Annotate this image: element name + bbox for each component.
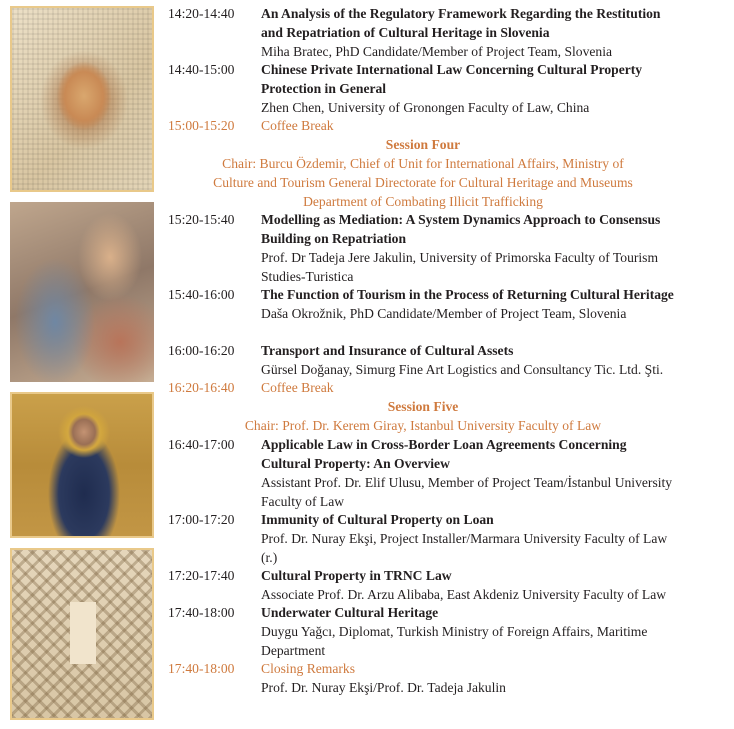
time-slot: 15:00-15:20 xyxy=(168,118,235,133)
session-chair-line: Chair: Prof. Dr. Kerem Giray, Istanbul University Faculty of Law xyxy=(244,418,602,433)
time-slot: 16:40-17:00 xyxy=(168,437,235,452)
talk-speaker: Prof. Dr Tadeja Jere Jakulin, University of Primorska Faculty of Tourism Studies-Turistica xyxy=(261,250,659,284)
time-slot: 14:20-14:40 xyxy=(168,6,235,21)
talk-title: Immunity of Cultural Property on Loan xyxy=(261,512,494,527)
geometric-tile-mosaic-image xyxy=(10,548,154,720)
coffee-break xyxy=(168,116,678,135)
talk-title: Applicable Law in Cross-Border Loan Agreements Concerning Cultural Property: An Overview xyxy=(261,437,627,471)
session-chair-line: Department of Combating Illicit Trafficking xyxy=(303,194,543,209)
time-slot: 17:00-17:20 xyxy=(168,512,235,527)
time-slot: 15:40-16:00 xyxy=(168,287,235,302)
talk-speaker: Daša Okrožnik, PhD Candidate/Member of Project Team, Slovenia xyxy=(261,306,627,321)
talk-title: The Function of Tourism in the Process of Returning Cultural Heritage xyxy=(261,287,674,302)
time-slot: 17:40-18:00 xyxy=(168,605,235,620)
schedule-item xyxy=(168,60,678,117)
talk-speaker: Duygu Yağcı, Diplomat, Turkish Ministry of Foreign Affairs, Maritime Department xyxy=(261,624,648,658)
talk-title: Modelling as Mediation: A System Dynamics Approach to Consensus Building on Repatriation xyxy=(261,212,661,246)
talk-speaker: Zhen Chen, University of Gronongen Faculty of Law, China xyxy=(261,100,590,115)
time-slot: 17:20-17:40 xyxy=(168,568,235,583)
session-heading: Session Five xyxy=(387,399,459,414)
schedule-item xyxy=(168,566,678,604)
talk-title: Underwater Cultural Heritage xyxy=(261,605,439,620)
roman-mosaic-image xyxy=(10,6,154,192)
schedule-item xyxy=(168,435,678,511)
talk-title: Cultural Property in TRNC Law xyxy=(261,568,452,583)
session-chair-line: Culture and Tourism General Directorate for Cultural Heritage and Museums xyxy=(213,175,633,190)
break-label: Coffee Break xyxy=(261,118,334,133)
schedule-item xyxy=(168,210,678,286)
break-label: Coffee Break xyxy=(261,380,334,395)
closing-remarks xyxy=(168,659,678,697)
schedule-item xyxy=(168,341,678,379)
schedule-item xyxy=(168,510,678,567)
talk-title: Chinese Private International Law Concerning Cultural Property Protection in General xyxy=(261,62,643,96)
talk-title: An Analysis of the Regulatory Framework Regarding the Restitution and Repatriation of Cultural Heritage in Slovenia xyxy=(261,6,661,40)
time-slot: 16:00-16:20 xyxy=(168,343,235,358)
fresco-image xyxy=(10,202,154,382)
talk-speaker: Gürsel Doğanay, Simurg Fine Art Logistics and Consultancy Tic. Ltd. Şti. xyxy=(261,362,664,377)
time-slot: 17:40-18:00 xyxy=(168,661,235,676)
closing-label: Closing Remarks xyxy=(261,661,356,676)
session-heading: Session Four xyxy=(385,137,461,152)
schedule-item xyxy=(168,285,678,323)
talk-speaker: Miha Bratec, PhD Candidate/Member of Project Team, Slovenia xyxy=(261,44,613,59)
time-slot: 14:40-15:00 xyxy=(168,62,235,77)
coffee-break xyxy=(168,378,678,397)
talk-speaker: Associate Prof. Dr. Arzu Alibaba, East Akdeniz University Faculty of Law xyxy=(261,587,667,602)
byzantine-mosaic-icon-image xyxy=(10,392,154,538)
session-chair-line: Chair: Burcu Özdemir, Chief of Unit for International Affairs, Ministry of xyxy=(222,156,624,171)
talk-speaker: Prof. Dr. Nuray Ekşi/Prof. Dr. Tadeja Jakulin xyxy=(261,680,506,695)
talk-speaker: Prof. Dr. Nuray Ekşi, Project Installer/Marmara University Faculty of Law (r.) xyxy=(261,531,668,565)
talk-title: Transport and Insurance of Cultural Assets xyxy=(261,343,514,358)
talk-speaker: Assistant Prof. Dr. Elif Ulusu, Member of Project Team/İstanbul University Faculty of Law xyxy=(261,475,673,509)
time-slot: 15:20-15:40 xyxy=(168,212,235,227)
schedule-item xyxy=(168,4,678,61)
schedule-item xyxy=(168,603,678,660)
time-slot: 16:20-16:40 xyxy=(168,380,235,395)
